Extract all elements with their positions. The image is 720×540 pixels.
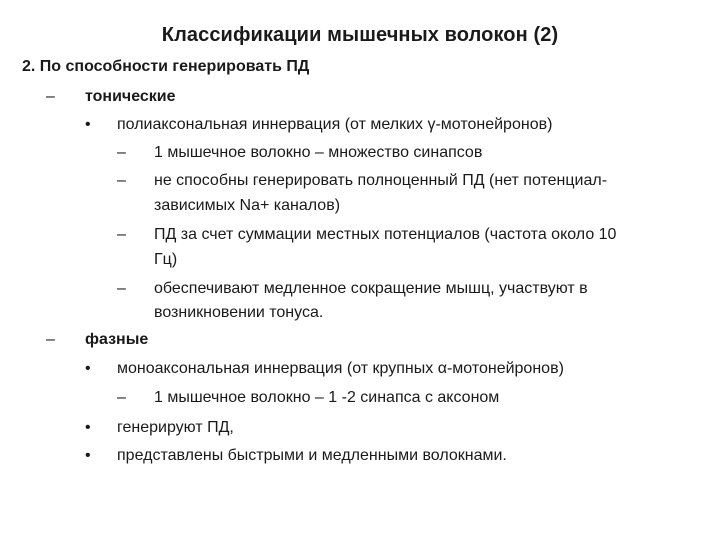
section-heading: 2. По способности генерировать ПД	[22, 58, 310, 75]
tonic-innervation: полиаксональная иннервация (от мелких γ-мотонейронов)	[117, 116, 553, 133]
tonic-item-no-ap-cont: зависимых Na+ каналов)	[154, 197, 341, 214]
tonic-label: тонические	[85, 88, 176, 105]
phasic-generate: генерируют ПД,	[117, 419, 234, 436]
phasic-item-synapses: 1 мышечное волокно – 1 -2 синапса с аксоном	[154, 389, 500, 406]
tonic-item-summation: ПД за счет суммации местных потенциалов (частота около 10	[154, 226, 617, 243]
bullet-marker: •	[85, 360, 91, 377]
dash-marker: –	[117, 389, 126, 406]
dash-marker: –	[117, 172, 126, 189]
bullet-marker: •	[85, 419, 91, 436]
phasic-represented: представлены быстрыми и медленными волокнами.	[117, 447, 507, 464]
phasic-innervation: моноаксональная иннервация (от крупных α-мотонейронов)	[117, 360, 564, 377]
tonic-item-no-ap: не способны генерировать полноценный ПД (нет потенциал-	[154, 172, 608, 189]
bullet-marker: •	[85, 116, 91, 133]
tonic-item-slow-cont: возникновении тонуса.	[154, 304, 324, 321]
dash-marker: –	[46, 331, 55, 348]
phasic-label: фазные	[85, 331, 149, 348]
tonic-item-slow: обеспечивают медленное сокращение мышц, участвуют в	[154, 280, 588, 297]
dash-marker: –	[117, 226, 126, 243]
tonic-item-synapses: 1 мышечное волокно – множество синапсов	[154, 144, 483, 161]
dash-marker: –	[117, 144, 126, 161]
slide-title: Классификации мышечных волокон (2)	[161, 24, 559, 46]
dash-marker: –	[46, 88, 55, 105]
tonic-item-summation-cont: Гц)	[154, 251, 178, 268]
bullet-marker: •	[85, 447, 91, 464]
dash-marker: –	[117, 280, 126, 297]
